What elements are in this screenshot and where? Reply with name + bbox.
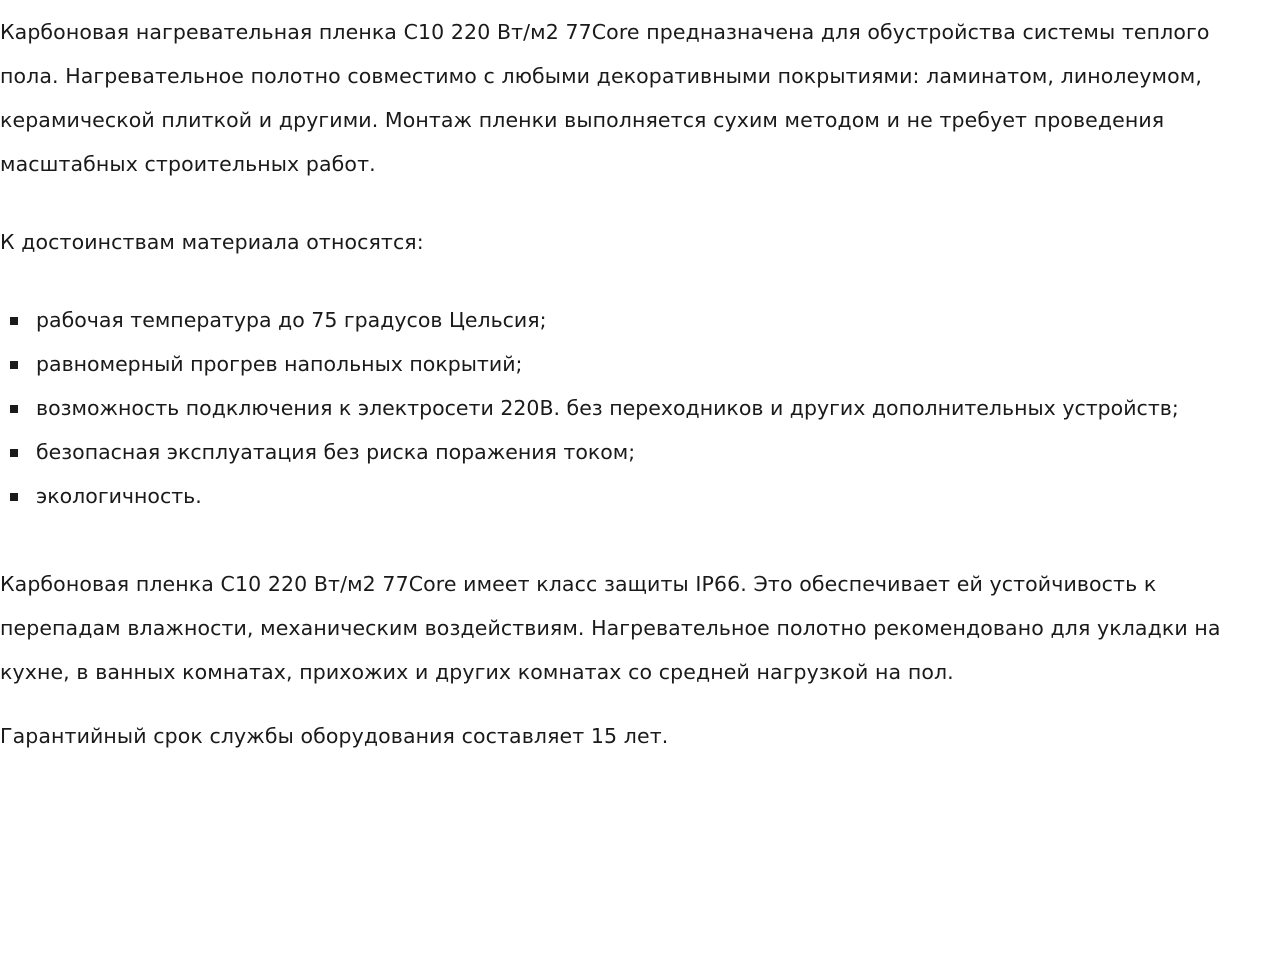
list-item: рабочая температура до 75 градусов Цельсия; (0, 298, 1250, 342)
protection-paragraph: Карбоновая пленка C10 220 Вт/м2 77Core имеет класс защиты IP66. Это обеспечивает ей устойчивость к перепадам влажности, механическим воздействиям. Нагревательное полотно рекомендовано для укладки на кухне, в ванных комнатах, прихожих и других комнатах со средней нагрузкой на пол. (0, 572, 1221, 684)
spacer (0, 544, 1250, 562)
list-item: безопасная эксплуатация без риска поражения током; (0, 430, 1250, 474)
list-item: возможность подключения к электросети 220В. без переходников и других дополнительных устройств; (0, 386, 1250, 430)
list-item: равномерный прогрев напольных покрытий; (0, 342, 1250, 386)
advantages-list (0, 298, 1250, 518)
advantages-heading: К достоинствам материала относятся: (0, 230, 424, 254)
intro-paragraph: Карбоновая нагревательная пленка C10 220 Вт/м2 77Core предназначена для обустройства системы теплого пола. Нагревательное полотно совместимо с любыми декоративными покрытиями: ламинатом, линолеумом, керамической плиткой и другими. Монтаж пленки выполняется сухим методом и не требует проведения масштабных строительных работ. (0, 20, 1210, 176)
warranty-paragraph: Гарантийный срок службы оборудования составляет 15 лет. (0, 724, 669, 748)
list-item: экологичность. (0, 474, 1250, 518)
